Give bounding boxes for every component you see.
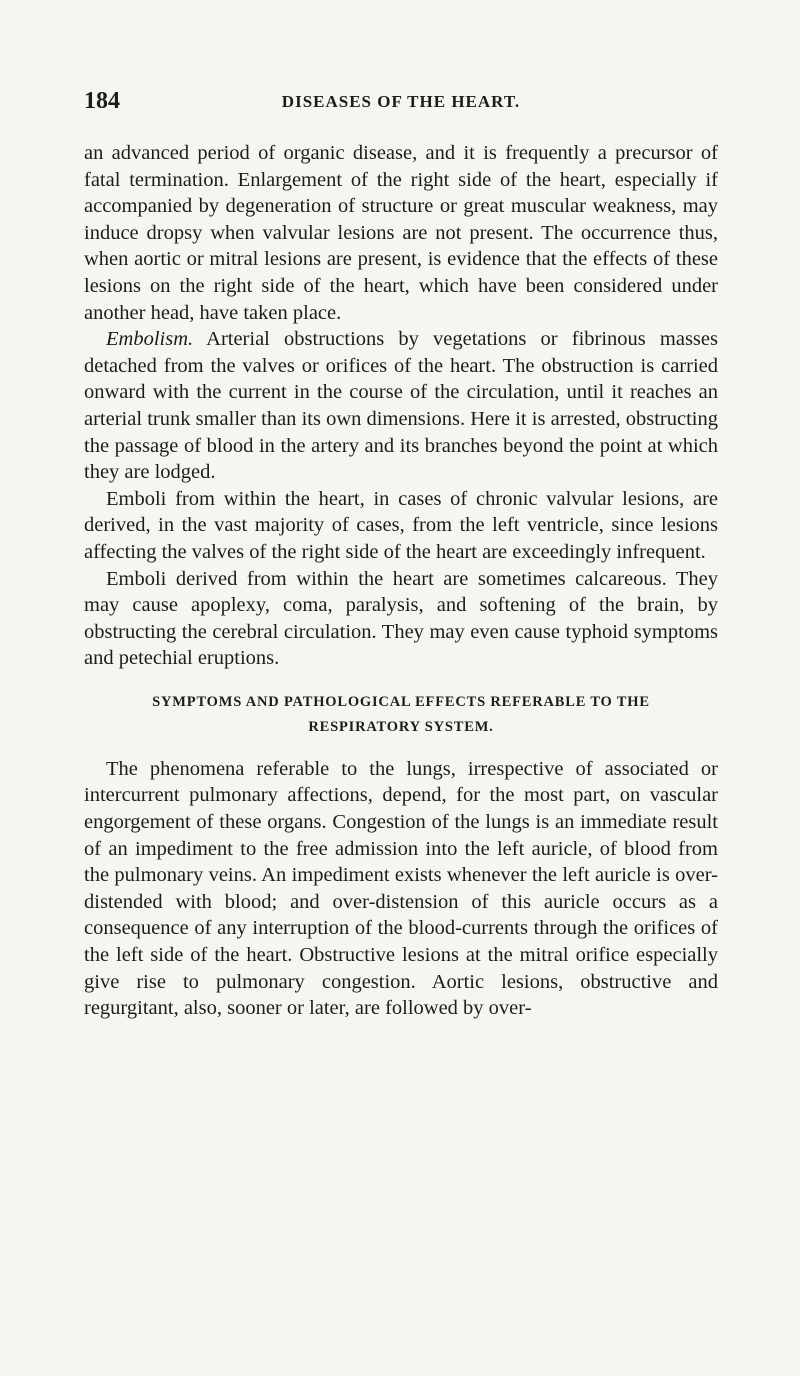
paragraph-emboli-origin: Emboli from within the heart, in cases of chronic valvular lesions, are derived, in the vast majority of cases, from the left ventricle, since lesions affecting the valves of the right side of the heart are exceedingly infrequent. [84,487,718,563]
body-text [84,140,718,1022]
running-head: DISEASES OF THE HEART. [281,92,521,111]
page-number: 184 [84,88,120,114]
paragraph-dropsy: an advanced period of organic disease, and it is frequently a precursor of fatal termination. Enlargement of the right side of the heart, especially if accompanied by degeneration of structure or great muscular weakness, may induce dropsy when valvular lesions are not present. The occurrence thus, when aortic or mitral lesions are present, is evidence that the effects of these lesions on the right side of the heart, which have been considered under another head, have taken place. [84,142,718,324]
section-heading [84,690,718,740]
section-heading-line2: RESPIRATORY SYSTEM. [308,718,494,735]
paragraph-embolism [84,326,718,486]
paragraph-respiratory: The phenomena referable to the lungs, irrespective of associated or intercurrent pulmonary affections, depend, for the most part, on vascular engorgement of these organs. Congestion of the lungs is an immediate result of an impediment to the free admission into the left auricle, of blood from the pulmonary veins. An impediment exists whenever the left auricle is over-distended with blood; and over-distension of this auricle occurs as a consequence of any interruption of the blood-currents through the orifices of the left side of the heart. Obstructive lesions at the mitral orifice especially give rise to pulmonary congestion. Aortic lesions, obstructive and regurgitant, also, sooner or later, are followed by over- [84,757,718,1020]
embolism-term: Embolism. [106,328,194,351]
paragraph-emboli-calcareous: Emboli derived from within the heart are sometimes calcareous. They may cause apoplexy, coma, paralysis, and softening of the brain, by obstructing the cerebral circulation. They may even cause typhoid symptoms and petechial eruptions. [84,567,718,670]
embolism-text: Arterial obstructions by vegetations or fibrinous masses detached from the valves or orifices of the heart. The obstruction is carried onward with the current in the course of the circulation, until it reaches an arterial trunk smaller than its own dimensions. Here it is arrested, obstructing the passage of blood in the artery and its branches beyond the point at which they are lodged. [84,328,718,484]
page-header [84,88,718,118]
section-heading-line1: SYMPTOMS AND PATHOLOGICAL EFFECTS REFERABLE TO THE [152,693,650,710]
